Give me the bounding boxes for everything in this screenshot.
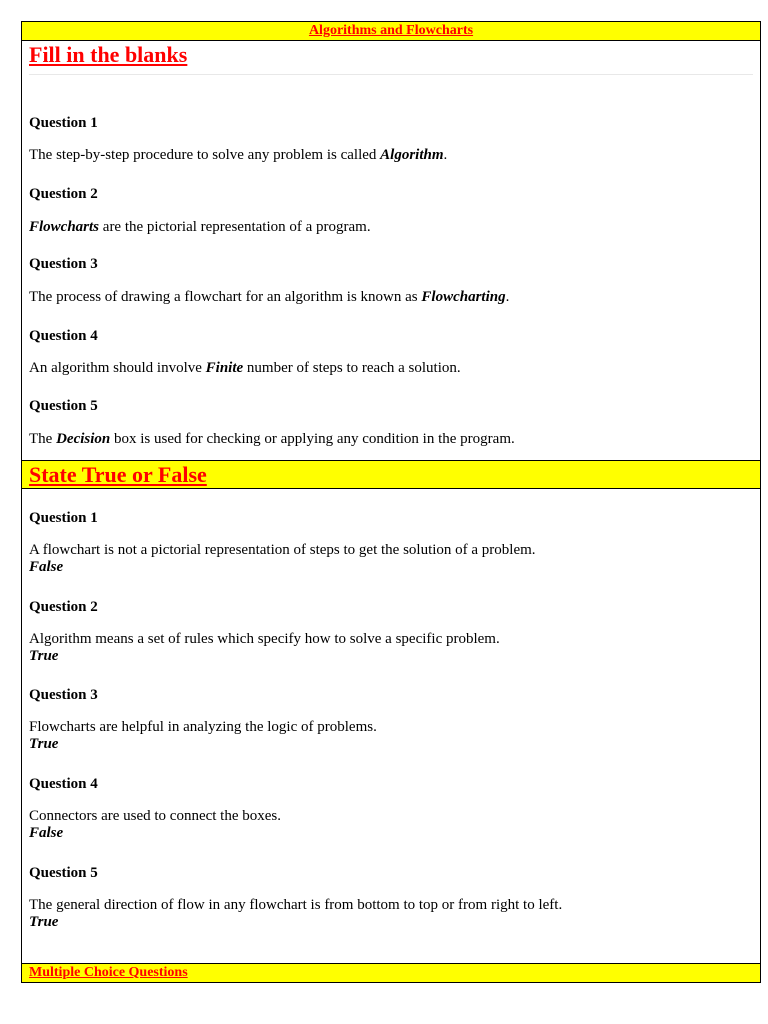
question-text: The process of drawing a flowchart for an algorithm is known as bbox=[29, 289, 422, 305]
tf-question-3-text bbox=[29, 719, 377, 753]
tf-question-3 bbox=[29, 687, 98, 704]
question-label: Question 5 bbox=[29, 398, 98, 414]
question-text: Connectors are used to connect the boxes. bbox=[29, 808, 282, 824]
fill-blanks-section bbox=[21, 41, 761, 460]
question-label: Question 2 bbox=[29, 186, 98, 202]
answer-text: Decision bbox=[56, 431, 111, 447]
true-false-section bbox=[21, 489, 761, 963]
question-label: Question 4 bbox=[29, 776, 98, 792]
fb-question-3 bbox=[29, 256, 98, 273]
tf-question-2-text bbox=[29, 631, 500, 665]
fb-question-1 bbox=[29, 115, 98, 132]
fb-question-5 bbox=[29, 398, 98, 415]
question-text: . bbox=[505, 289, 510, 305]
document-title: Algorithms and Flowcharts bbox=[21, 21, 761, 41]
fb-question-3-text bbox=[29, 289, 509, 306]
answer-text: Flowcharting bbox=[421, 289, 506, 305]
question-text: Algorithm means a set of rules which specify how to solve a specific problem. bbox=[29, 631, 500, 647]
tf-question-2 bbox=[29, 599, 98, 616]
question-label: Question 1 bbox=[29, 115, 98, 131]
tf-question-1-text bbox=[29, 542, 536, 576]
question-text: box is used for checking or applying any condition in the program. bbox=[110, 431, 515, 447]
question-text: Flowcharts are helpful in analyzing the logic of problems. bbox=[29, 719, 377, 735]
answer-text: True bbox=[29, 648, 59, 664]
fb-question-1-text bbox=[29, 147, 447, 164]
fb-question-5-text bbox=[29, 431, 515, 448]
question-text: number of steps to reach a solution. bbox=[243, 360, 461, 376]
true-false-header bbox=[21, 460, 761, 489]
fb-question-2-text bbox=[29, 219, 371, 236]
question-text: are the pictorial representation of a program. bbox=[99, 219, 371, 235]
question-text: A flowchart is not a pictorial representation of steps to get the solution of a problem. bbox=[29, 542, 536, 558]
question-label: Question 5 bbox=[29, 865, 98, 881]
question-label: Question 2 bbox=[29, 599, 98, 615]
answer-text: Algorithm bbox=[380, 147, 444, 163]
answer-text: True bbox=[29, 914, 59, 930]
tf-question-4-text bbox=[29, 808, 281, 842]
question-text: The bbox=[29, 431, 57, 447]
mcq-heading: Multiple Choice Questions bbox=[21, 963, 761, 983]
tf-question-1 bbox=[29, 510, 98, 527]
question-label: Question 4 bbox=[29, 328, 98, 344]
answer-text: False bbox=[29, 559, 64, 575]
tf-question-5-text bbox=[29, 897, 562, 931]
question-label: Question 1 bbox=[29, 510, 98, 526]
question-text: . bbox=[443, 147, 448, 163]
true-false-heading: State True or False bbox=[29, 462, 207, 487]
question-label: Question 3 bbox=[29, 256, 98, 272]
fb-question-4-text bbox=[29, 360, 461, 377]
tf-question-5 bbox=[29, 865, 98, 882]
tf-question-4 bbox=[29, 776, 98, 793]
fill-blanks-heading: Fill in the blanks bbox=[29, 41, 753, 75]
fb-question-4 bbox=[29, 328, 98, 345]
question-text: An algorithm should involve bbox=[29, 360, 206, 376]
answer-text: Flowcharts bbox=[29, 219, 100, 235]
question-text: The general direction of flow in any flowchart is from bottom to top or from right to left. bbox=[29, 897, 563, 913]
question-text: The step-by-step procedure to solve any problem is called bbox=[29, 147, 381, 163]
question-label: Question 3 bbox=[29, 687, 98, 703]
answer-text: True bbox=[29, 736, 59, 752]
answer-text: Finite bbox=[205, 360, 244, 376]
answer-text: False bbox=[29, 825, 64, 841]
fb-question-2 bbox=[29, 186, 98, 203]
document-page bbox=[21, 21, 761, 983]
